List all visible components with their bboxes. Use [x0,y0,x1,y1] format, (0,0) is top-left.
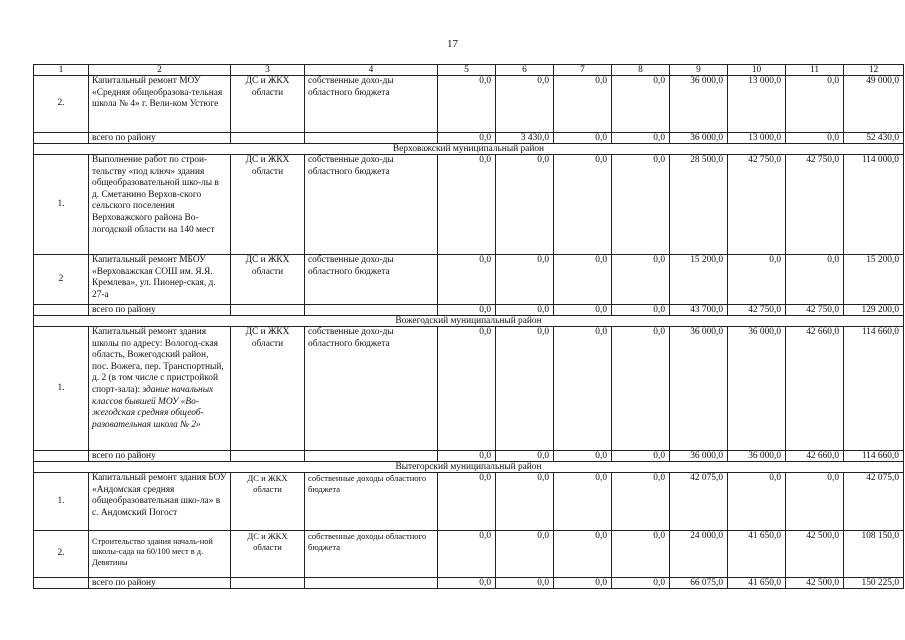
total-cell: 0,0 [554,305,612,316]
total-cell: 42 750,0 [728,305,786,316]
value-cell: 36 000,0 [670,76,728,133]
budget-table [33,64,904,589]
responsible: ДС и ЖКХ области [231,473,305,531]
header-row [34,65,904,76]
value-cell: 24 000,0 [670,531,728,578]
total-cell: 36 000,0 [670,451,728,462]
total-cell: 42 660,0 [786,451,844,462]
value-cell: 0,0 [438,76,496,133]
value-cell: 114 000,0 [844,155,904,255]
value-cell: 0,0 [612,155,670,255]
value-cell: 0,0 [612,531,670,578]
row-number: 2. [34,76,89,133]
total-cell: 3 430,0 [496,133,554,144]
district-heading: Вытегорский муниципальный район [34,462,904,473]
total-cell: 0,0 [496,305,554,316]
value-cell: 42 500,0 [786,531,844,578]
total-cell: 129 200,0 [844,305,904,316]
value-cell: 0,0 [438,531,496,578]
funding-source: собственные дохо-ды областного бюджета [305,255,438,305]
value-cell: 41 650,0 [728,531,786,578]
value-cell: 0,0 [554,255,612,305]
value-cell: 0,0 [786,76,844,133]
value-cell: 0,0 [728,255,786,305]
total-cell: 13 000,0 [728,133,786,144]
value-cell: 0,0 [554,531,612,578]
value-cell: 0,0 [496,473,554,531]
col-header: 1 [34,65,89,76]
total-cell: 0,0 [612,305,670,316]
total-cell: 0,0 [554,133,612,144]
total-row [34,305,904,316]
total-cell: 0,0 [554,451,612,462]
value-cell: 0,0 [496,76,554,133]
total-cell: 114 660,0 [844,451,904,462]
total-cell: 0,0 [438,133,496,144]
total-cell: 0,0 [612,133,670,144]
section-row [34,144,904,155]
responsible: ДС и ЖКХ области [231,76,305,133]
value-cell: 13 000,0 [728,76,786,133]
value-cell: 0,0 [554,327,612,451]
total-label: всего по району [89,305,231,316]
row-number: 1. [34,327,89,451]
funding-source: собственные доходы областного бюджета [305,473,438,531]
value-cell: 15 200,0 [670,255,728,305]
col-header: 3 [231,65,305,76]
total-cell: 42 500,0 [786,578,844,589]
value-cell: 42 750,0 [786,155,844,255]
total-label: всего по району [89,451,231,462]
value-cell: 0,0 [786,255,844,305]
object-name-italic: здание начальных классов бывшей МОУ «Во-жегодская средняя общеоб-разовательная школа № 2» [92,384,214,430]
col-header: 6 [496,65,554,76]
total-cell: 0,0 [438,451,496,462]
responsible: ДС и ЖКХ области [231,531,305,578]
col-header: 4 [305,65,438,76]
object-name: Выполнение работ по строи-тельству «под ключ» здания общеобразовательной шко-лы в д. Сметанино Верхов-ского сельского поселения Верховажского района Во-логодской области на 140 мест [89,155,231,255]
table-row [34,531,904,578]
value-cell: 0,0 [612,76,670,133]
value-cell: 108 150,0 [844,531,904,578]
value-cell: 42 660,0 [786,327,844,451]
value-cell: 0,0 [612,255,670,305]
total-cell: 150 225,0 [844,578,904,589]
value-cell: 0,0 [728,473,786,531]
value-cell: 49 000,0 [844,76,904,133]
row-number: 1. [34,155,89,255]
table-row [34,327,904,451]
total-cell: 0,0 [612,578,670,589]
col-header: 9 [670,65,728,76]
total-row [34,133,904,144]
object-name: Капитальный ремонт МОУ «Средняя общеобразова-тельная школа № 4» г. Вели-ком Устюге [89,76,231,133]
value-cell: 0,0 [554,473,612,531]
value-cell: 0,0 [496,255,554,305]
total-cell: 0,0 [496,451,554,462]
funding-source: собственные доходы областного бюджета [305,531,438,578]
district-heading: Верховажский муниципальный район [34,144,904,155]
value-cell: 0,0 [554,155,612,255]
col-header: 12 [844,65,904,76]
table-row [34,255,904,305]
value-cell: 0,0 [612,473,670,531]
value-cell: 0,0 [496,155,554,255]
responsible: ДС и ЖКХ области [231,327,305,451]
section-row [34,316,904,327]
table-row [34,155,904,255]
responsible: ДС и ЖКХ области [231,255,305,305]
object-name-main: Капитальный ремонт здания школы по адресу: Вологод-ская область, Вожегодский район, пос. Вожега, пер. Транспортный, д. 2 (в том числе с пристройкой спорт-зала): [92,327,224,395]
col-header: 2 [89,65,231,76]
total-cell: 0,0 [438,305,496,316]
value-cell: 36 000,0 [728,327,786,451]
total-cell: 0,0 [554,578,612,589]
total-cell: 36 000,0 [670,133,728,144]
district-heading: Вожегодский муниципальный район [34,316,904,327]
total-row [34,451,904,462]
total-cell: 41 650,0 [728,578,786,589]
total-cell: 0,0 [612,451,670,462]
value-cell: 114 660,0 [844,327,904,451]
object-name: Капитальный ремонт МБОУ «Верховажская СОШ им. Я.Я. Кремлева», ул. Пионер-ская, д. 27-а [89,255,231,305]
page-number: 17 [447,38,458,50]
col-header: 5 [438,65,496,76]
funding-source: собственные дохо-ды областного бюджета [305,327,438,451]
col-header: 11 [786,65,844,76]
total-cell: 36 000,0 [728,451,786,462]
value-cell: 0,0 [496,531,554,578]
value-cell: 0,0 [438,473,496,531]
value-cell: 36 000,0 [670,327,728,451]
value-cell: 0,0 [438,327,496,451]
value-cell: 0,0 [496,327,554,451]
table-row [34,76,904,133]
value-cell: 0,0 [438,255,496,305]
total-cell: 43 700,0 [670,305,728,316]
value-cell: 0,0 [612,327,670,451]
row-number: 2. [34,531,89,578]
funding-source: собственные дохо-ды областного бюджета [305,76,438,133]
object-name: Строительство здания началь-ной школы-сада на 60/100 мест в д. Девятины [89,531,231,578]
total-label: всего по району [89,133,231,144]
total-cell: 66 075,0 [670,578,728,589]
value-cell: 0,0 [438,155,496,255]
value-cell: 42 750,0 [728,155,786,255]
responsible: ДС и ЖКХ области [231,155,305,255]
table-row [34,473,904,531]
total-cell: 0,0 [496,578,554,589]
value-cell: 0,0 [786,473,844,531]
object-name: Капитальный ремонт здания БОУ «Андомская средняя общеобразовательная шко-ла» в с. Андомский Погост [89,473,231,531]
row-number: 2 [34,255,89,305]
object-name [89,327,231,451]
row-number: 1. [34,473,89,531]
funding-source: собственные дохо-ды областного бюджета [305,155,438,255]
total-cell: 0,0 [438,578,496,589]
col-header: 7 [554,65,612,76]
value-cell: 28 500,0 [670,155,728,255]
total-label: всего по району [89,578,231,589]
value-cell: 0,0 [554,76,612,133]
section-row [34,462,904,473]
value-cell: 42 075,0 [844,473,904,531]
total-cell: 42 750,0 [786,305,844,316]
col-header: 8 [612,65,670,76]
total-row [34,578,904,589]
total-cell: 0,0 [786,133,844,144]
total-cell: 52 430,0 [844,133,904,144]
col-header: 10 [728,65,786,76]
value-cell: 15 200,0 [844,255,904,305]
value-cell: 42 075,0 [670,473,728,531]
